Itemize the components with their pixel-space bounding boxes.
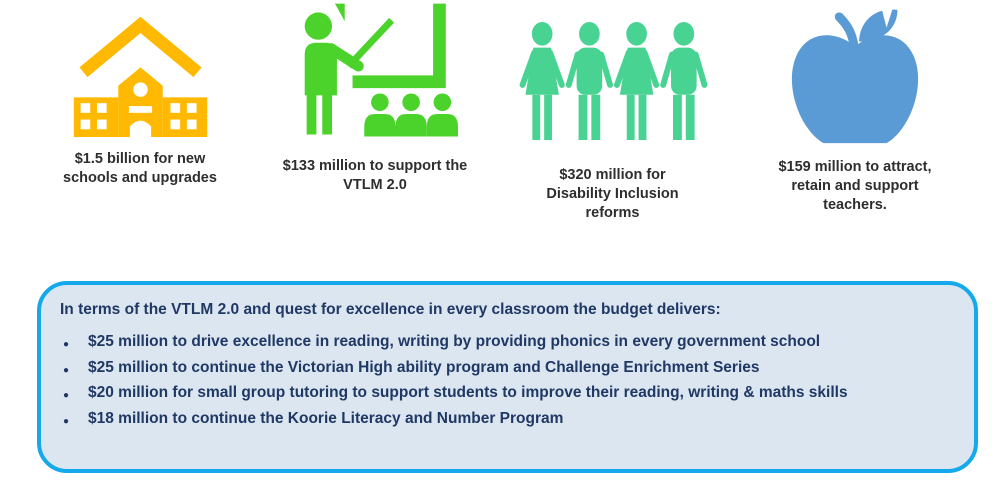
apple-icon (781, 2, 929, 150)
stat-card-disability-inclusion (500, 0, 725, 223)
people-group-icon (518, 22, 708, 142)
stat-card-vtlm-support (262, 0, 488, 195)
bullet-item: ● $18 million to continue the Koorie Literacy and Number Program (60, 410, 954, 427)
teacher-icon-wrap (292, 0, 458, 142)
info-box-bullet-list (60, 333, 954, 427)
stat-label-new-schools: $1.5 billion for new schools and upgrades (63, 151, 217, 186)
school-icon-wrap (68, 0, 213, 142)
bullet-item: ● $25 million to drive excellence in reading, writing by providing phonics in every government school (60, 333, 954, 350)
bullet-item: ● $25 million to continue the Victorian High ability program and Challenge Enrichment Series (60, 359, 954, 376)
bullet-item: ● $20 million for small group tutoring to support students to improve their reading, writing & maths skills (60, 384, 954, 401)
budget-info-box (37, 281, 978, 473)
teacher-classroom-icon (292, 2, 458, 142)
stat-label-teachers: $159 million to attract, retain and support teachers. (778, 159, 932, 213)
stat-card-teachers (746, 0, 964, 215)
apple-icon-wrap (781, 0, 929, 150)
stat-card-new-schools (30, 0, 250, 188)
info-box-heading: In terms of the VTLM 2.0 and quest for excellence in every classroom the budget delivers: (60, 301, 721, 318)
stat-label-vtlm-support: $133 million to support the VTLM 2.0 (282, 158, 468, 193)
school-building-icon (68, 16, 213, 142)
people-icon-wrap (518, 0, 708, 142)
stat-label-disability-inclusion: $320 million for Disability Inclusion reforms (546, 167, 679, 221)
